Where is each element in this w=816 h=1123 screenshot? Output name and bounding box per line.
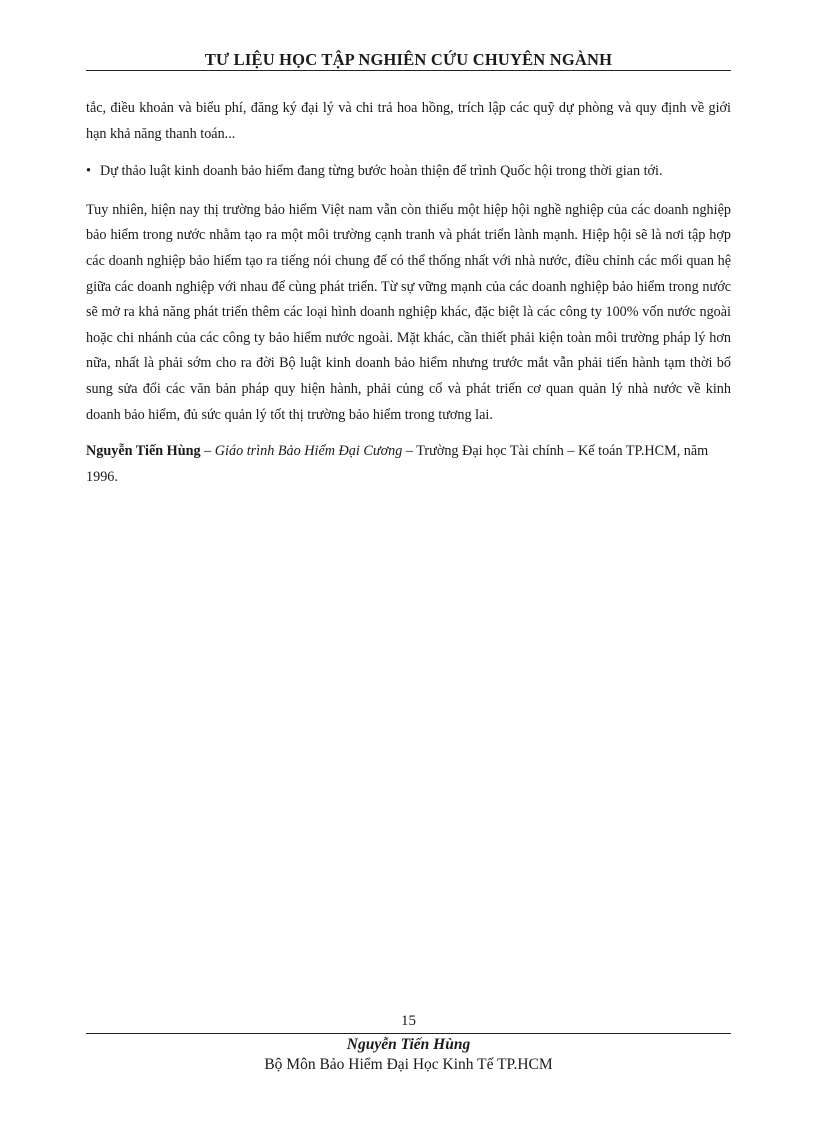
citation-author: Nguyễn Tiến Hùng bbox=[86, 443, 201, 460]
footer-divider bbox=[86, 1033, 731, 1034]
citation-source: – Trường Đại học Tài chính – Kế toán TP.HCM, năm 1996. bbox=[86, 443, 709, 485]
document-body bbox=[86, 96, 731, 490]
bullet-icon: • bbox=[86, 163, 91, 180]
main-paragraph: Tuy nhiên, hiện nay thị trường bảo hiểm Việt nam vẫn còn thiếu một hiệp hội nghề nghiệp của các doanh nghiệp bảo hiểm trong nước nhằm tạo ra một môi trường cạnh tranh và phát triển lành mạnh. Hiệp hội sẽ là nơi tập hợp các doanh nghiệp bảo hiểm tạo ra tiếng nói chung để có thể thống nhất với nhà nước, điều chỉnh các mối quan hệ giữa các doanh nghiệp với nhau để cùng phát triển. Từ sự vững mạnh của các doanh nghiệp bảo hiểm trong nước sẽ mở ra khả năng phát triển thêm các loại hình doanh nghiệp khác, đặc biệt là các công ty 100% vốn nước ngoài hoặc chi nhánh của các công ty bảo hiểm nước ngoài. Mặt khác, cần thiết phải kiện toàn môi trường pháp lý hơn nữa, nhất là phải sớm cho ra đời Bộ luật kinh doanh bảo hiểm nhưng trước mắt vẫn phải tiến hành tạm thời bổ sung sửa đổi các văn bản pháp quy hiện hành, phải củng cố và phát triển cơ quan quản lý nhà nước về kinh doanh bảo hiểm, đủ sức quản lý tốt thị trường bảo hiểm trong tương lai. bbox=[86, 201, 731, 423]
bullet-item bbox=[86, 159, 731, 185]
footer-department: Bộ Môn Bảo Hiểm Đại Học Kinh Tế TP.HCM bbox=[264, 1056, 553, 1073]
continuation-paragraph: tắc, điều khoản và biểu phí, đăng ký đại lý và chi trả hoa hồng, trích lập các quỹ dự phòng và quy định về giới hạn khả năng thanh toán... bbox=[86, 100, 731, 142]
page-number: 15 bbox=[401, 1013, 416, 1029]
citation-separator: – bbox=[200, 443, 215, 460]
footer-author: Nguyễn Tiến Hùng bbox=[346, 1036, 471, 1053]
page-header-title: TƯ LIỆU HỌC TẬP NGHIÊN CỨU CHUYÊN NGÀNH bbox=[204, 50, 613, 69]
bullet-item-text: Dự thảo luật kinh doanh bảo hiểm đang từng bước hoàn thiện để trình Quốc hội trong thời gian tới. bbox=[100, 163, 663, 180]
header-divider bbox=[86, 70, 731, 71]
citation-paragraph bbox=[86, 439, 731, 490]
citation-title: Giáo trình Bảo Hiểm Đại Cương bbox=[214, 443, 403, 460]
